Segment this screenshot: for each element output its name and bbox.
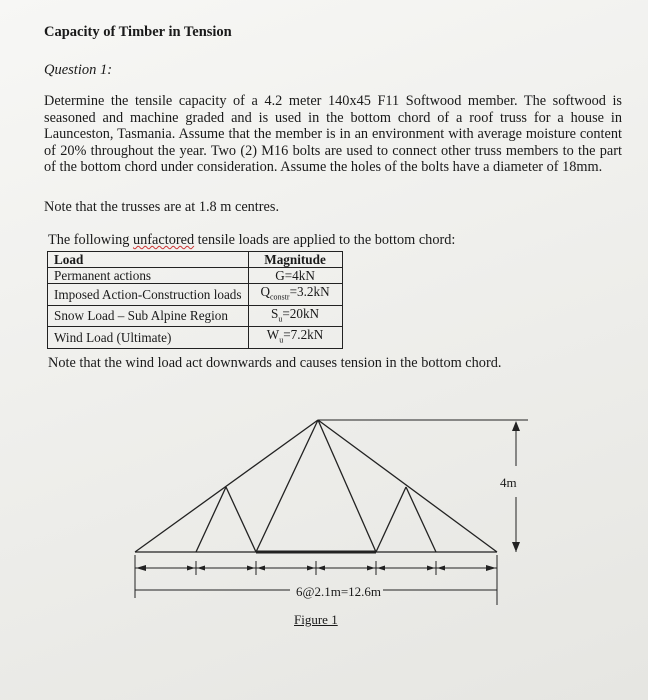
height-arrow-up: [512, 421, 520, 431]
magnitude-cell: [248, 305, 342, 327]
table-row: [48, 327, 343, 349]
question-label: Question 1:: [44, 62, 113, 78]
panel-arrow: [307, 566, 315, 571]
height-arrow-down: [512, 542, 520, 552]
panel-arrow: [247, 566, 255, 571]
panel-arrow: [377, 566, 385, 571]
web-member: [226, 487, 256, 552]
span-arrow-left: [136, 565, 146, 571]
page-title: Capacity of Timber in Tension: [44, 24, 232, 40]
magnitude-subscript: u: [279, 335, 284, 345]
table-intro-post: tensile loads are applied to the bottom chord:: [194, 232, 456, 248]
load-cell: Permanent actions: [48, 268, 249, 284]
span-arrow-right: [486, 565, 496, 571]
load-cell: Wind Load (Ultimate): [48, 327, 249, 349]
magnitude-symbol: S: [271, 305, 279, 321]
panel-arrow: [367, 566, 375, 571]
header-magnitude: Magnitude: [248, 252, 342, 268]
panel-arrow: [427, 566, 435, 571]
table-intro-pre: The following: [48, 232, 133, 248]
magnitude-value: =7.2kN: [283, 327, 324, 343]
truss-top-chord-right: [318, 420, 497, 552]
magnitude-cell: [248, 327, 342, 349]
table-row: [48, 305, 343, 327]
magnitude-cell: [248, 284, 342, 306]
magnitude-symbol: W: [266, 327, 280, 343]
panel-arrow: [437, 566, 445, 571]
web-member: [318, 420, 376, 552]
magnitude-value: =20kN: [282, 305, 320, 321]
magnitude-value: =3.2kN: [289, 284, 330, 299]
panel-arrow: [317, 566, 325, 571]
problem-paragraph: Determine the tensile capacity of a 4.2 meter 140x45 F11 Softwood member. The softwood is seasoned and machine graded and is used in the bottom chord of a roof truss for a house in Launceston, Tasmania. Assume that the member is in an environment with average moisture content of 20% throughout the year. Two (2) M16 bolts are used to connect other truss members to the part of the bottom chord under consideration. Assume the holes of the bolts have a diameter of 18mm.: [44, 93, 622, 176]
table-row: [48, 284, 343, 306]
table-row: [48, 268, 343, 284]
magnitude-symbol: Q: [260, 284, 270, 299]
panel-arrow: [197, 566, 205, 571]
web-member: [256, 420, 318, 552]
panel-arrow: [257, 566, 265, 571]
span-dimension-label: 6@2.1m=12.6m: [296, 584, 382, 599]
load-cell: Imposed Action-Construction loads: [48, 284, 249, 306]
table-header-row: [48, 252, 343, 268]
wind-load-note: Note that the wind load act downwards and causes tension in the bottom chord.: [48, 355, 502, 371]
load-cell: Snow Load – Sub Alpine Region: [48, 305, 249, 327]
header-load: Load: [48, 252, 249, 268]
height-dimension-label: 4m: [500, 475, 517, 490]
truss-top-chord-left: [135, 420, 318, 552]
table-intro-unfactored: unfactored: [132, 232, 195, 248]
magnitude-subscript: constr: [270, 292, 290, 302]
panel-arrow: [187, 566, 195, 571]
figure-caption: Figure 1: [294, 612, 338, 627]
magnitude-subscript: u: [278, 314, 283, 324]
loads-table: [47, 251, 343, 349]
web-member: [376, 487, 406, 552]
truss-spacing-note: Note that the trusses are at 1.8 m centres.: [44, 199, 280, 215]
table-intro: [48, 232, 455, 249]
magnitude-cell: G=4kN: [248, 268, 342, 284]
